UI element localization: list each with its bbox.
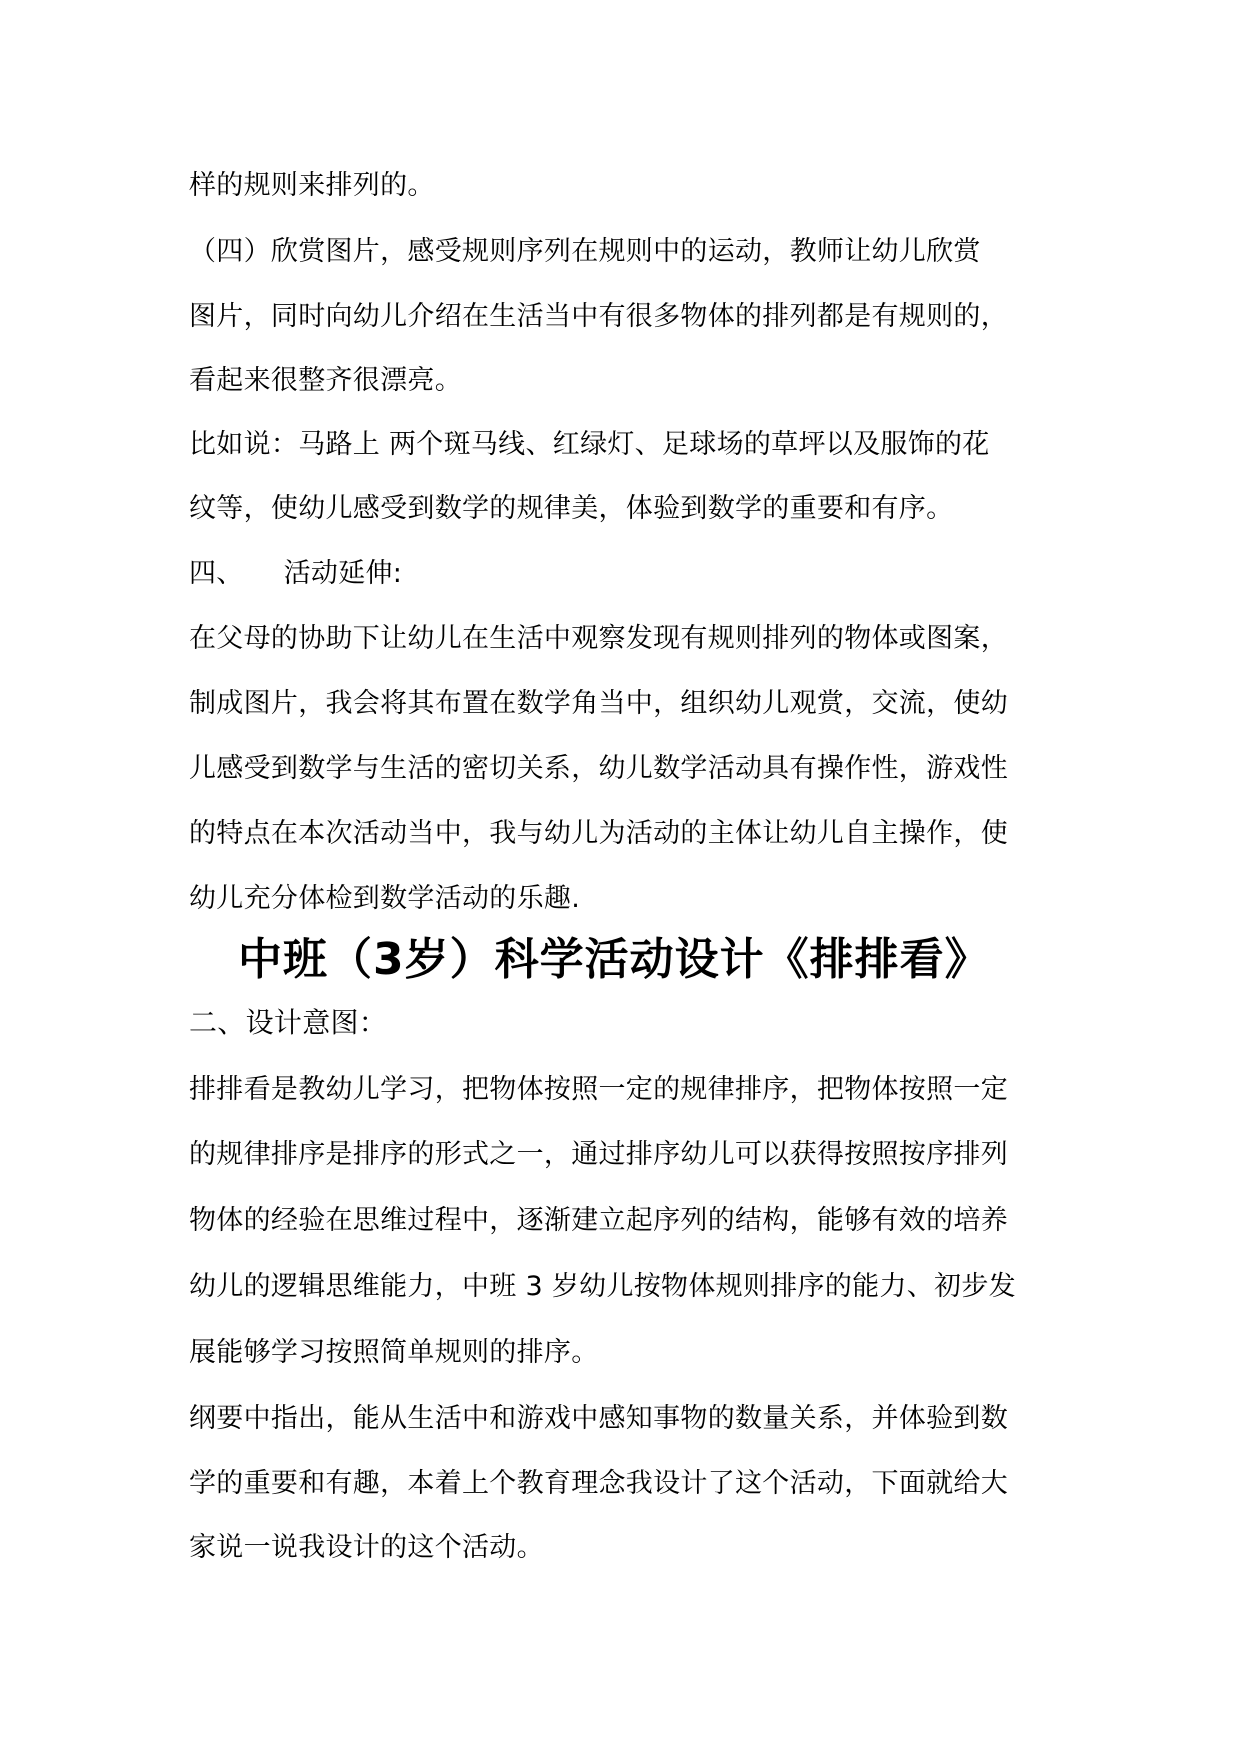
paragraph-line: 比如说：马路上 两个斑马线、红绿灯、足球场的草坪以及服饰的花 [189, 429, 990, 460]
paragraph-line: 样的规则来排列的。 [189, 170, 435, 201]
section-heading-text: 活动延伸: [283, 558, 403, 589]
paragraph-line: 纲要中指出，能从生活中和游戏中感知事物的数量关系，并体验到数 [189, 1403, 1008, 1434]
paragraph-line: 幼儿的逻辑思维能力，中班 3 岁幼儿按物体规则排序的能力、初步发 [189, 1271, 1016, 1302]
paragraph-line: 学的重要和有趣，本着上个教育理念我设计了这个活动，下面就给大 [189, 1468, 1008, 1499]
paragraph-line: 物体的经验在思维过程中，逐渐建立起序列的结构，能够有效的培养 [189, 1205, 1008, 1236]
section-number: 四、 [189, 558, 244, 589]
paragraph-line: 的特点在本次活动当中，我与幼儿为活动的主体让幼儿自主操作，使 [189, 818, 1008, 849]
paragraph-line: 纹等，使幼儿感受到数学的规律美，体验到数学的重要和有序。 [189, 493, 954, 524]
paragraph-line: 家说一说我设计的这个活动。 [189, 1532, 544, 1563]
paragraph-line: 制成图片，我会将其布置在数学角当中，组织幼儿观赏，交流，使幼 [189, 688, 1008, 719]
section-heading-extension [189, 556, 402, 592]
paragraph-line: 图片，同时向幼儿介绍在生活当中有很多物体的排列都是有规则的， [189, 301, 1008, 332]
paragraph-line: 看起来很整齐很漂亮。 [189, 365, 462, 396]
document-title: 中班（3岁）科学活动设计《排排看》 [238, 934, 990, 985]
paragraph-line: 排排看是教幼儿学习，把物体按照一定的规律排序，把物体按照一定 [189, 1074, 1008, 1105]
paragraph-line: 的规律排序是排序的形式之一，通过排序幼儿可以获得按照按序排列 [189, 1139, 1008, 1170]
paragraph-line: （四）欣赏图片，感受规则序列在规则中的运动，教师让幼儿欣赏 [189, 236, 981, 267]
paragraph-line: 展能够学习按照简单规则的排序。 [189, 1337, 599, 1368]
paragraph-line: 在父母的协助下让幼儿在生活中观察发现有规则排列的物体或图案， [189, 623, 1008, 654]
section-heading-design-intent: 二、设计意图： [189, 1006, 388, 1039]
paragraph-line: 幼儿充分体检到数学活动的乐趣. [189, 883, 581, 914]
paragraph-line: 儿感受到数学与生活的密切关系，幼儿数学活动具有操作性，游戏性 [189, 753, 1008, 784]
